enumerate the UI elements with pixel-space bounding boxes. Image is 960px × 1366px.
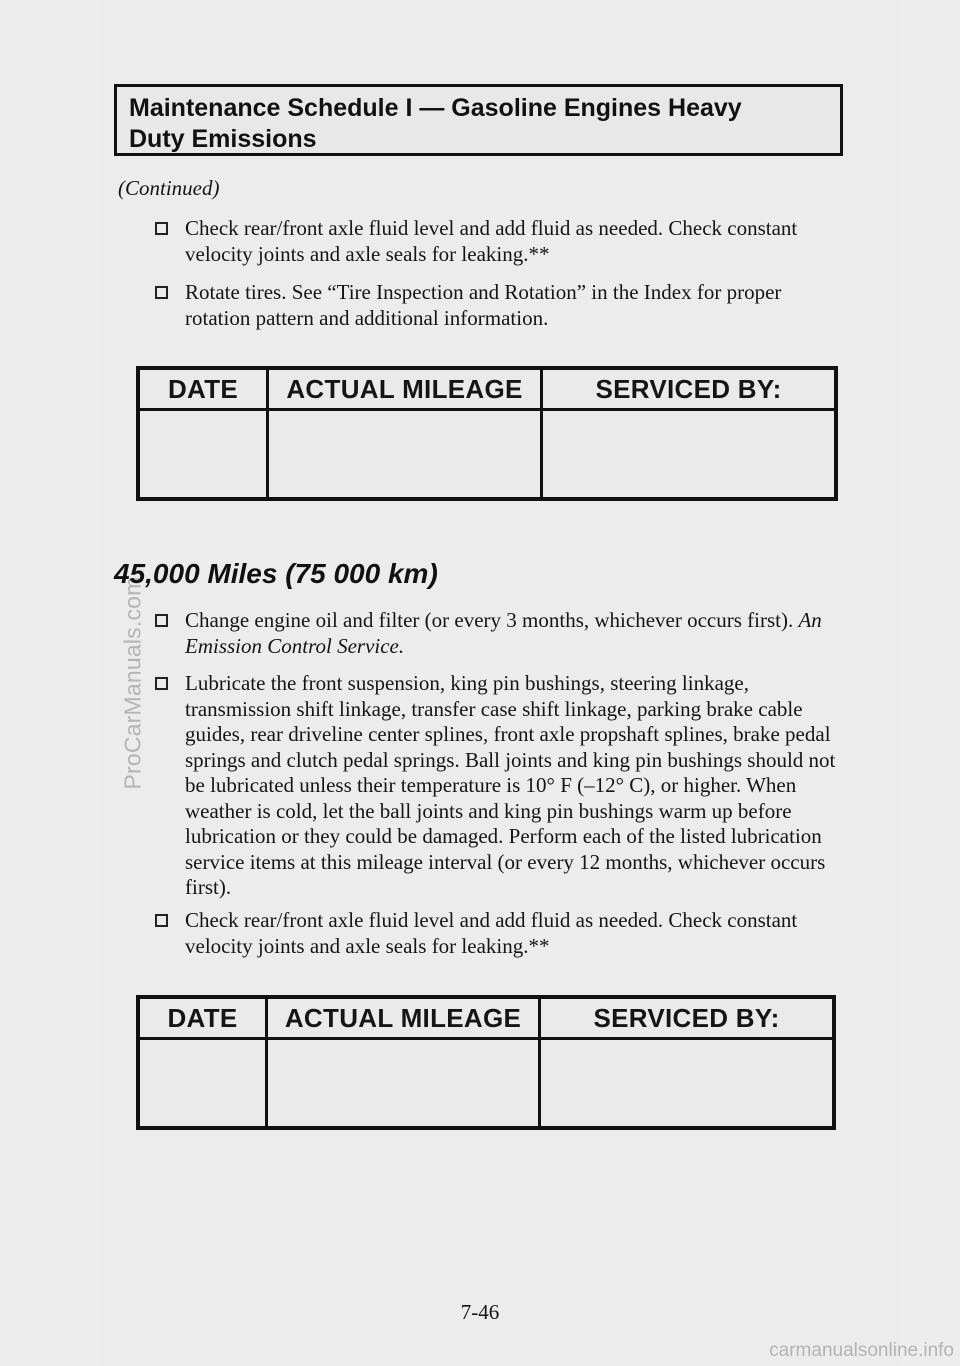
schedule-header <box>114 84 843 156</box>
log-header-row <box>138 997 834 1039</box>
checklist-item-rotate-tires <box>155 280 845 331</box>
checklist-item-main-text: Change engine oil and filter (or every 3 months, whichever occurs first). <box>185 608 799 632</box>
service-log-table-1 <box>136 366 838 501</box>
checklist-item-axle-fluid <box>155 216 845 267</box>
checkbox-icon[interactable] <box>155 614 168 627</box>
log-cell-mileage[interactable] <box>268 410 542 500</box>
log-cell-serviced-by[interactable] <box>540 1039 835 1129</box>
section-title-45000-miles: 45,000 Miles (75 000 km) <box>114 558 438 589</box>
checklist-item-axle-fluid-2 <box>155 908 845 959</box>
header-title-line-2: Duty Emissions <box>129 125 317 153</box>
log-header-date: DATE <box>138 368 268 410</box>
emission-service-note: An Emission Control Service. <box>185 608 822 658</box>
checklist-item-text: Lubricate the front suspension, king pin bushings, steering linkage, transmission shift linkage, transfer case shift linkage, parking brake cable guides, rear driveline center splines, front axle propshaft splines, brake pedal springs and clutch pedal springs. Ball joints and king pin bushings should not be lubricated unless their temperature is 10° F (–12° C), or higher. When weather is cold, let the ball joints and king pin bushings warm up before lubrication or they could be damaged. Perform each of the listed lubrication service items at this mileage interval (or every 12 months, whichever occurs first). <box>185 671 836 899</box>
side-watermark: ProCarManuals.com <box>119 576 146 790</box>
log-header-date: DATE <box>138 997 267 1039</box>
checklist-item-text: Rotate tires. See “Tire Inspection and Rotation” in the Index for proper rotation pattern and additional information. <box>185 280 782 330</box>
log-header-mileage: ACTUAL MILEAGE <box>267 997 540 1039</box>
service-log-table-2 <box>136 995 836 1130</box>
checkbox-icon[interactable] <box>155 677 168 690</box>
log-cell-mileage[interactable] <box>267 1039 540 1129</box>
log-header-mileage: ACTUAL MILEAGE <box>268 368 542 410</box>
checkbox-icon[interactable] <box>155 914 168 927</box>
log-entry-row <box>138 1039 834 1129</box>
checklist-item-text <box>185 608 845 659</box>
header-title-line-1: Maintenance Schedule I — Gasoline Engines Heavy <box>129 94 742 122</box>
page-number: 7-46 <box>460 1300 500 1324</box>
checkbox-icon[interactable] <box>155 286 168 299</box>
checklist-item-text: Check rear/front axle fluid level and add fluid as needed. Check constant velocity joints and axle seals for leaking.** <box>185 908 798 958</box>
log-header-serviced-by: SERVICED BY: <box>542 368 837 410</box>
log-header-row <box>138 368 836 410</box>
continued-label: (Continued) <box>118 176 220 200</box>
log-cell-date[interactable] <box>138 1039 267 1129</box>
checkbox-icon[interactable] <box>155 222 168 235</box>
footer-watermark: carmanualsonline.info <box>769 1340 954 1361</box>
log-cell-serviced-by[interactable] <box>542 410 837 500</box>
checklist-item-engine-oil <box>155 608 845 659</box>
log-cell-date[interactable] <box>138 410 268 500</box>
checklist-item-text: Check rear/front axle fluid level and add fluid as needed. Check constant velocity joints and axle seals for leaking.** <box>185 216 798 266</box>
checklist-item-lubricate <box>155 671 845 901</box>
log-entry-row <box>138 410 836 500</box>
log-header-serviced-by: SERVICED BY: <box>540 997 835 1039</box>
